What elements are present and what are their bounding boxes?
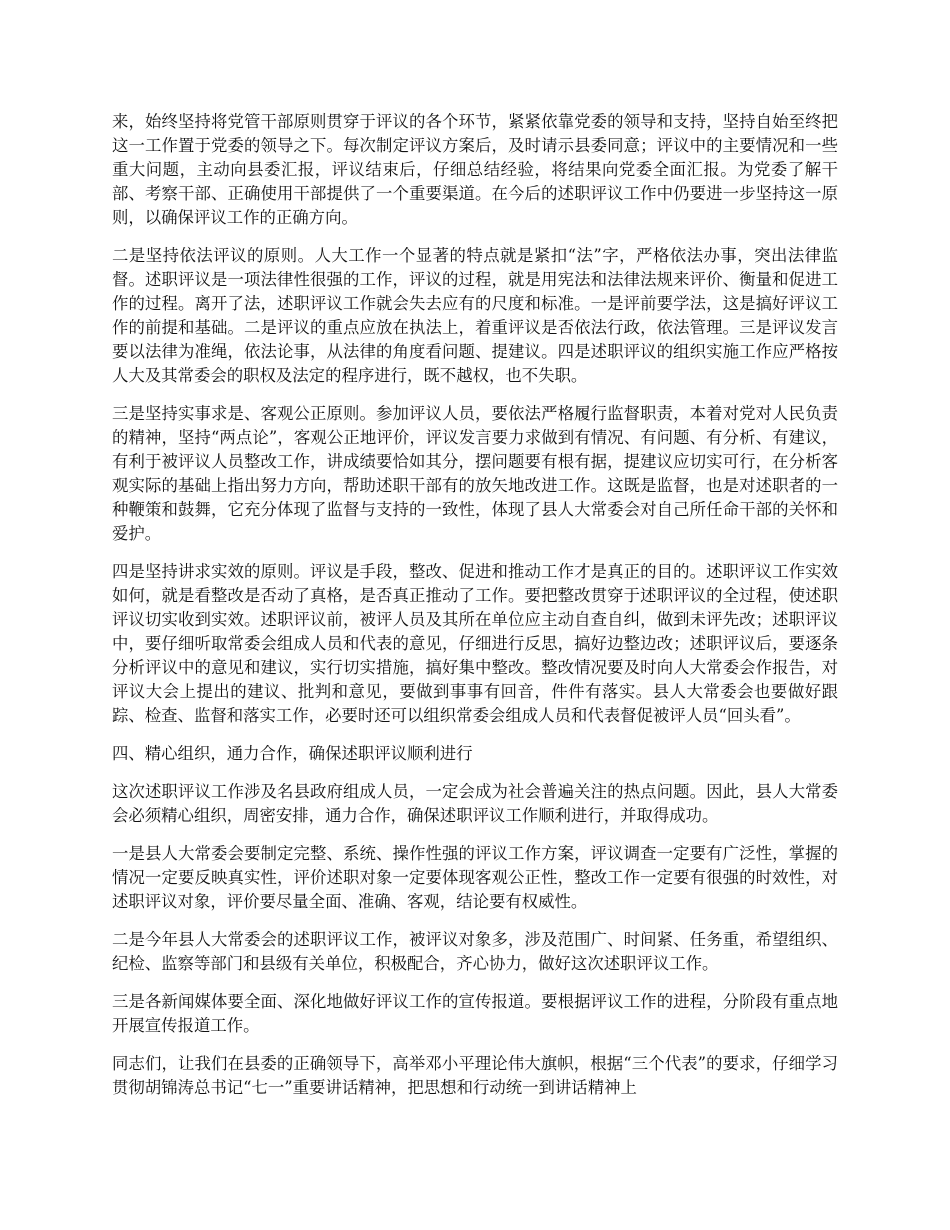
paragraph-objective-fairness-principle: 三是坚持实事求是、客观公正原则。参加评议人员，要依法严格履行监督职责，本着对党对人民负责的精神，坚持“两点论”，客观公正地评价，评议发言要力求做到有情况、有问题、有分析、有建议，有利于被评议人员整改工作，讲成绩要恰如其分，摆问题要有根有据，提建议应切实可行，在分析客观实际的基础上指出努力方向，帮助述职干部有的放矢地改进工作。这既是监督，也是对述职者的一种鞭策和鼓舞，它充分体现了监督与支持的一致性，体现了县人大常委会对自己所任命干部的关怀和爱护。	[112, 404, 838, 543]
paragraph-media-coverage: 三是各新闻媒体要全面、深化地做好评议工作的宣传报道。要根据评议工作的进程，分阶段有重点地开展宣传报道工作。	[112, 992, 838, 1035]
paragraph-cooperation: 二是今年县人大常委会的述职评议工作，被评议对象多，涉及范围广、时间紧、任务重，希望组织、纪检、监察等部门和县级有关单位，积极配合，齐心协力，做好这次述职评议工作。	[112, 930, 838, 973]
paragraph-closing-call: 同志们，让我们在县委的正确领导下，高举邓小平理论伟大旗帜，根据“三个代表”的要求，仔细学习贯彻胡锦涛总书记“七一”重要讲话精神，把思想和行动统一到讲话精神上	[112, 1054, 838, 1097]
section-heading-organization: 四、精心组织，通力合作，确保述职评议顺利进行	[112, 744, 473, 763]
paragraph-organization-intro: 这次述职评议工作涉及名县政府组成人员，一定会成为社会普遍关注的热点问题。因此，县人大常委会必须精心组织，周密安排，通力合作，确保述职评议工作顺利进行，并取得成功。	[112, 782, 838, 825]
paragraph-party-leadership-conclusion: 来，始终坚持将党管干部原则贯穿于评议的各个环节，紧紧依靠党委的领导和支持，坚持自始至终把这一工作置于党委的领导之下。每次制定评议方案后，及时请示县委同意；评议中的主要情况和一些重大问题，主动向县委汇报，评议结束后，仔细总结经验，将结果向党委全面汇报。为党委了解干部、考察干部、正确使用干部提供了一个重要渠道。在今后的述职评议工作中仍要进一步坚持这一原则，以确保评议工作的正确方向。	[112, 112, 838, 227]
paragraph-work-plan: 一是县人大常委会要制定完整、系统、操作性强的评议工作方案，评议调查一定要有广泛性，掌握的情况一定要反映真实性，评价述职对象一定要体现客观公正性，整改工作一定要有很强的时效性，对述职评议对象，评价要尽量全面、准确、客观，结论要有权威性。	[112, 844, 838, 911]
paragraph-lawful-review-principle: 二是坚持依法评议的原则。人大工作一个显著的特点就是紧扣“法”字，严格依法办事，突出法律监督。述职评议是一项法律性很强的工作，评议的过程，就是用宪法和法律法规来评价、衡量和促进工作的过程。离开了法，述职评议工作就会失去应有的尺度和标准。一是评前要学法，这是搞好评议工作的前提和基础。二是评议的重点应放在执法上，着重评议是否依法行政，依法管理。三是评议发言要以法律为准绳，依法论事，从法律的角度看问题、提建议。四是述职评议的组织实施工作应严格按人大及其常委会的职权及法定的程序进行，既不越权，也不失职。	[112, 246, 838, 385]
paragraph-effectiveness-principle: 四是坚持讲求实效的原则。评议是手段，整改、促进和推动工作才是真正的目的。述职评议工作实效如何，就是看整改是否动了真格，是否真正推动了工作。要把整改贯穿于述职评议的全过程，使述职评议切实收到实效。述职评议前，被评人员及其所在单位应主动自查自纠，做到未评先改；述职评议中，要仔细听取常委会组成人员和代表的意见，仔细进行反思，搞好边整边改；述职评议后，要逐条分析评议中的意见和建议，实行切实措施，搞好集中整改。整改情况要及时向人大常委会作报告，对评议大会上提出的建议、批判和意见，要做到事事有回音，件件有落实。县人大常委会也要做好跟踪、检查、监督和落实工作，必要时还可以组织常委会组成人员和代表督促被评人员“回头看”。	[112, 562, 838, 725]
